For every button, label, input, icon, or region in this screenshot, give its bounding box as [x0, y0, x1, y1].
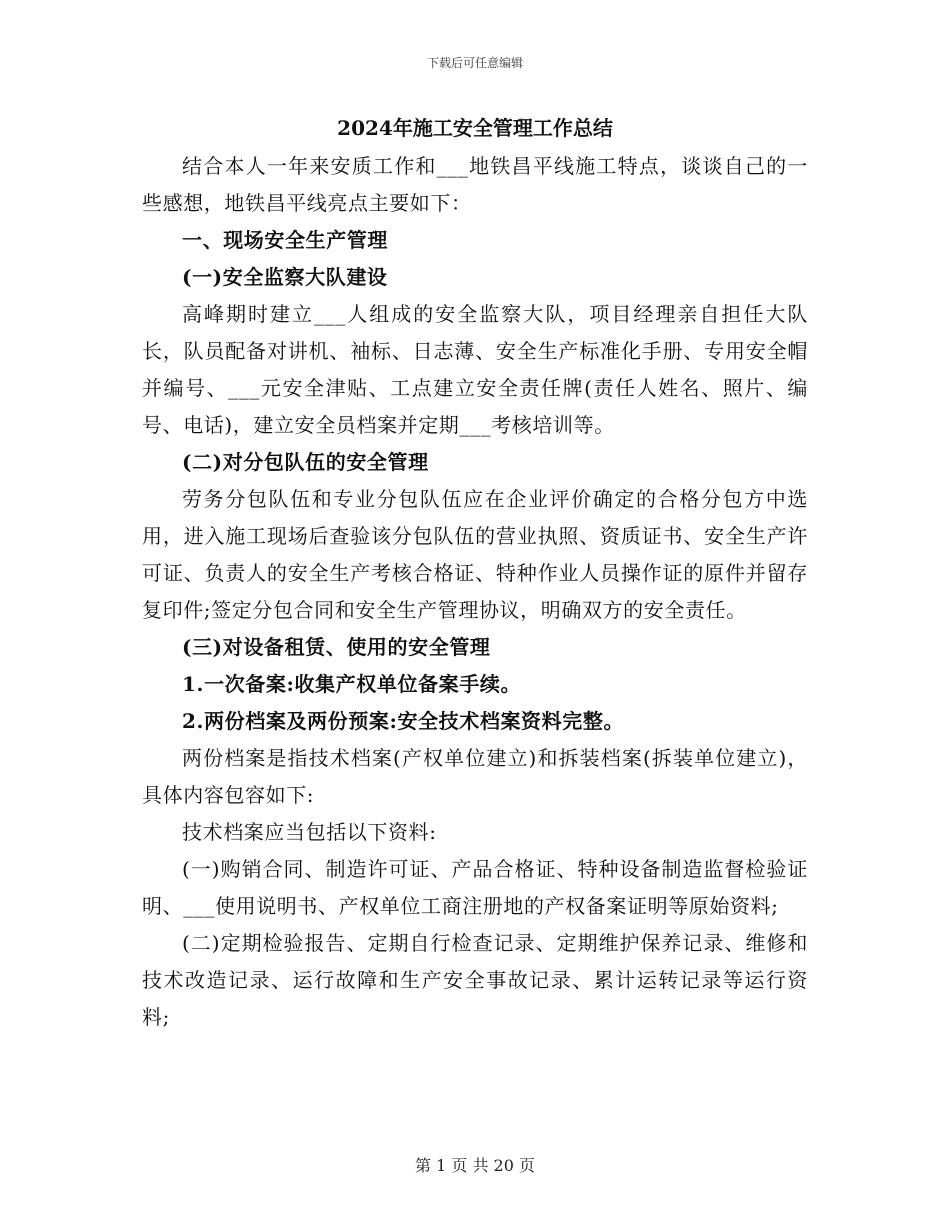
paragraph: 技术档案应当包括以下资料:: [182, 820, 437, 844]
paragraph-list: [142, 148, 808, 1036]
subsection-heading: (三)对设备租赁、使用的安全管理: [182, 635, 491, 659]
document-body: [142, 108, 808, 1036]
paragraph: 结合本人一年来安质工作和___地铁昌平线施工特点，谈谈自己的一些感想，地铁昌平线亮点主要如下：: [142, 154, 808, 215]
subsection-heading: (二)对分包队伍的安全管理: [182, 450, 429, 474]
paragraph: (二)定期检验报告、定期自行检查记录、定期维护保养记录、维修和技术改造记录、运行故障和生产安全事故记录、累计运转记录等运行资料;: [142, 931, 808, 1029]
header-note: 下载后可任意编辑: [426, 56, 523, 70]
paragraph: 两份档案是指技术档案(产权单位建立)和拆装档案(拆装单位建立)，具体内容包容如下:: [142, 746, 808, 807]
section-heading: 一、现场安全生产管理: [182, 228, 388, 252]
numbered-heading: 2.两份档案及两份预案:安全技术档案资料完整。: [182, 709, 625, 733]
page-number: 第 1 页 共 20 页: [415, 1156, 535, 1175]
numbered-heading: 1.一次备案:收集产权单位备案手续。: [182, 672, 522, 696]
paragraph: 劳务分包队伍和专业分包队伍应在企业评价确定的合格分包方中选用，进入施工现场后查验该分包队伍的营业执照、资质证书、安全生产许可证、负责人的安全生产考核合格证、特种作业人员操作证的原件并留存复印件;签定分包合同和安全生产管理协议，明确双方的安全责任。: [142, 487, 808, 622]
document-title: 2024年施工安全管理工作总结: [337, 116, 613, 140]
paragraph: (一)购销合同、制造许可证、产品合格证、特种设备制造监督检验证明、___使用说明书、产权单位工商注册地的产权备案证明等原始资料;: [142, 857, 808, 918]
subsection-heading: (一)安全监察大队建设: [182, 265, 388, 289]
paragraph: 高峰期时建立___人组成的安全监察大队，项目经理亲自担任大队长，队员配备对讲机、袖标、日志薄、安全生产标准化手册、专用安全帽并编号、___元安全津贴、工点建立安全责任牌(责任人姓名、照片、编号、电话)，建立安全员档案并定期___考核培训等。: [142, 302, 808, 437]
